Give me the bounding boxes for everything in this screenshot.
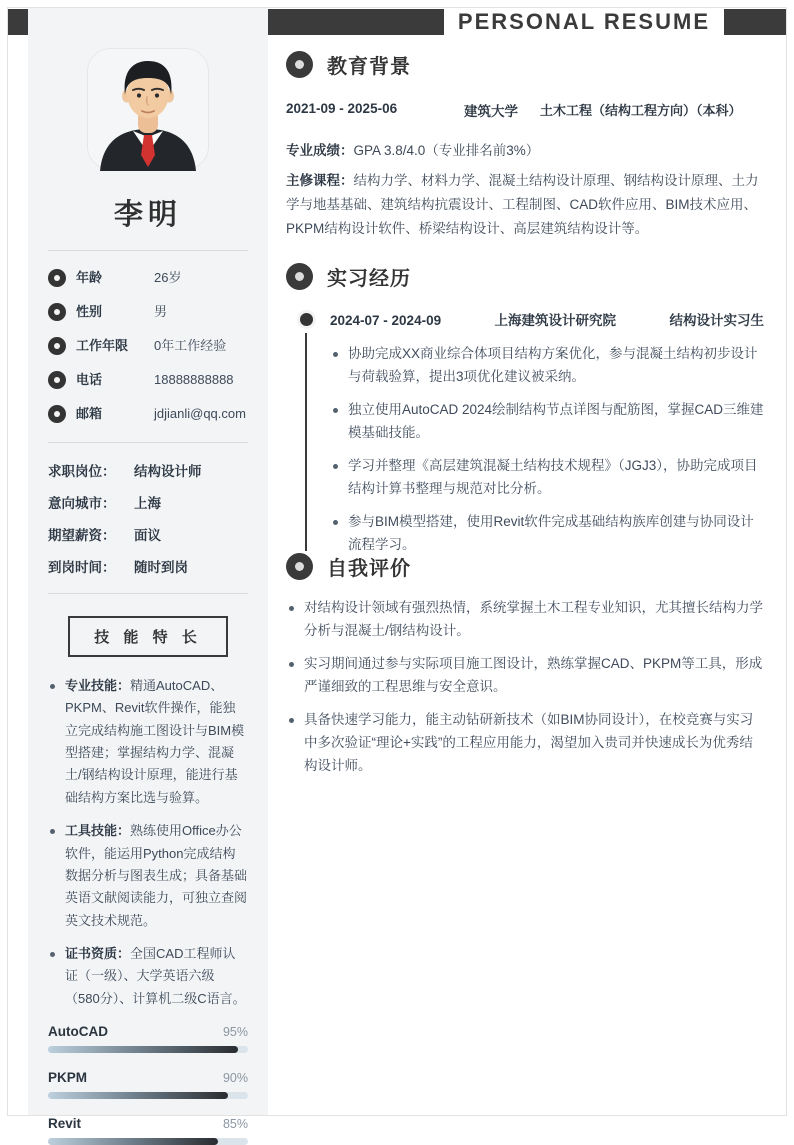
skill-item-label: 证书资质： bbox=[65, 945, 131, 961]
skill-bar-name: AutoCAD bbox=[48, 1024, 108, 1040]
info-row-age bbox=[48, 268, 248, 289]
divider bbox=[48, 250, 248, 251]
intent-row-availability bbox=[48, 556, 248, 576]
education-row bbox=[286, 101, 766, 123]
education-school: 建筑大学 bbox=[464, 104, 518, 119]
education-courses bbox=[286, 169, 766, 242]
education-major: 土木工程（结构工程方向）（本科） bbox=[540, 103, 742, 118]
skill-bar-autocad bbox=[48, 1024, 248, 1053]
divider bbox=[48, 442, 248, 443]
intent-label: 意向城市： bbox=[48, 496, 116, 511]
info-value: 男 bbox=[154, 304, 168, 319]
info-label: 年龄 bbox=[76, 270, 103, 285]
gpa-value: GPA 3.8/4.0（专业排名前3%） bbox=[353, 142, 540, 158]
evaluation-bullet: 对结构设计领域有强烈热情，系统掌握土木工程专业知识，尤其擅长结构力学分析与混凝土/钢结构设计。 bbox=[286, 597, 766, 643]
skill-item-text: 精通AutoCAD、PKPM、Revit软件操作，能独立完成结构施工图设计与BIM模型搭建；掌握结构力学、混凝土/钢结构设计原理，能进行基础结构方案比选与验算。 bbox=[65, 678, 245, 805]
section-internship bbox=[286, 262, 766, 567]
info-label: 邮箱 bbox=[76, 406, 103, 421]
section-education bbox=[286, 50, 766, 242]
skill-bar-name: Revit bbox=[48, 1116, 82, 1132]
intent-row-salary bbox=[48, 524, 248, 544]
bullet-circle-icon bbox=[48, 337, 66, 355]
evaluation-header bbox=[286, 552, 766, 581]
internship-role: 结构设计实习生 bbox=[669, 313, 764, 328]
section-bullet-icon bbox=[286, 51, 313, 78]
timeline-dot-icon bbox=[300, 313, 313, 326]
skill-item-text: 全国CAD工程师认证（一级）、大学英语六级（580分）、计算机二级C语言。 bbox=[65, 945, 246, 1006]
education-period: 2021-09 - 2025-06 bbox=[286, 101, 398, 116]
education-gpa bbox=[286, 139, 766, 163]
internship-period: 2024-07 - 2024-09 bbox=[330, 313, 442, 328]
section-title: 自我评价 bbox=[327, 558, 411, 580]
info-value: jdjianli@qq.com bbox=[154, 406, 246, 421]
internship-bullet: 参与BIM模型搭建，使用Revit软件完成基础结构族库创建与协同设计流程学习。 bbox=[330, 511, 766, 557]
skill-bar-pkpm bbox=[48, 1070, 248, 1099]
info-value: 26岁 bbox=[154, 270, 182, 285]
skill-bar-fill bbox=[48, 1092, 228, 1099]
evaluation-bullet: 实习期间通过参与实际项目施工图设计，熟练掌握CAD、PKPM等工具，形成严谨细致的工程思维与安全意识。 bbox=[286, 653, 766, 699]
section-bullet-icon bbox=[286, 553, 313, 580]
section-title: 教育背景 bbox=[327, 56, 411, 78]
internship-bullet: 学习并整理《高层建筑混凝土结构技术规程》（JGJ3），协助完成项目结构计算书整理与规范对比分析。 bbox=[330, 455, 766, 501]
skills-section-box bbox=[68, 616, 228, 657]
person-name: 李明 bbox=[113, 199, 182, 231]
info-row-email bbox=[48, 404, 248, 425]
avatar-illustration bbox=[88, 49, 208, 169]
header-bar-right bbox=[724, 9, 786, 35]
info-label: 电话 bbox=[76, 372, 103, 387]
skills-section-title: 技 能 特 长 bbox=[94, 629, 202, 646]
intent-row-city bbox=[48, 492, 248, 512]
internship-header bbox=[286, 262, 766, 291]
skill-bars bbox=[48, 1024, 248, 1145]
internship-bullet: 独立使用AutoCAD 2024绘制结构节点详图与配筋图，掌握CAD三维建模基础技能。 bbox=[330, 399, 766, 445]
info-label: 工作年限 bbox=[76, 338, 129, 353]
skill-item-text: 熟练使用Office办公软件，能运用Python完成结构数据分析与图表生成；具备基础英语文献阅读能力，可独立查阅英文技术规范。 bbox=[65, 823, 248, 928]
bullet-circle-icon bbox=[48, 303, 66, 321]
job-intent-list bbox=[48, 460, 248, 576]
courses-text: 结构力学、材料力学、混凝土结构设计原理、钢结构设计原理、土力学与地基基础、建筑结构抗震设计、工程制图、CAD软件应用、BIM技术应用、PKPM结构设计软件、桥梁结构设计、高层建筑结构设计等。 bbox=[286, 172, 759, 237]
section-evaluation bbox=[286, 552, 766, 788]
skill-bar-percent: 95% bbox=[222, 1025, 248, 1040]
skill-bar-track bbox=[48, 1046, 248, 1053]
skill-bar-track bbox=[48, 1138, 248, 1145]
info-row-gender bbox=[48, 302, 248, 323]
evaluation-bullet-list bbox=[286, 597, 766, 778]
info-value: 18888888888 bbox=[154, 372, 234, 387]
skill-item-label: 工具技能： bbox=[65, 823, 131, 839]
internship-title-row bbox=[330, 309, 766, 329]
internship-bullet: 协助完成XX商业综合体项目结构方案优化，参与混凝土结构初步设计与荷载验算，提出3项优化建议被采纳。 bbox=[330, 343, 766, 389]
education-header bbox=[286, 50, 766, 79]
intent-label: 到岗时间： bbox=[48, 560, 116, 575]
intent-label: 期望薪资： bbox=[48, 528, 116, 543]
skill-item bbox=[48, 820, 248, 932]
intent-label: 求职岗位： bbox=[48, 464, 116, 479]
skill-bar-percent: 90% bbox=[222, 1071, 248, 1086]
section-title: 实习经历 bbox=[327, 268, 411, 290]
sidebar bbox=[28, 8, 268, 1132]
courses-label: 主修课程： bbox=[286, 172, 354, 188]
bullet-circle-icon bbox=[48, 269, 66, 287]
skill-bar-fill bbox=[48, 1138, 218, 1145]
skill-item bbox=[48, 943, 248, 1010]
info-row-phone bbox=[48, 370, 248, 391]
intent-value: 上海 bbox=[134, 496, 161, 511]
divider bbox=[48, 593, 248, 594]
skill-bar-fill bbox=[48, 1046, 238, 1053]
header-title: PERSONAL RESUME bbox=[457, 8, 710, 34]
intent-value: 结构设计师 bbox=[134, 464, 202, 479]
skill-items-list bbox=[48, 675, 248, 1010]
skill-bar-name: PKPM bbox=[48, 1070, 88, 1086]
skill-bar-revit bbox=[48, 1116, 248, 1145]
avatar bbox=[87, 48, 209, 170]
info-label: 性别 bbox=[76, 304, 103, 319]
skill-item-label: 专业技能： bbox=[65, 678, 131, 693]
skill-item bbox=[48, 675, 248, 809]
intent-row-position bbox=[48, 460, 248, 480]
bullet-circle-icon bbox=[48, 405, 66, 423]
internship-timeline bbox=[286, 309, 766, 557]
internship-bullet-list bbox=[330, 343, 766, 557]
personal-info-list bbox=[48, 268, 248, 425]
section-bullet-icon bbox=[286, 263, 313, 290]
bullet-circle-icon bbox=[48, 371, 66, 389]
evaluation-bullet: 具备快速学习能力，能主动钻研新技术（如BIM协同设计），在校竞赛与实习中多次验证“理论+实践”的工程应用能力，渴望加入贵司并快速成长为优秀结构设计师。 bbox=[286, 709, 766, 778]
intent-value: 随时到岗 bbox=[134, 560, 188, 575]
skill-bar-percent: 85% bbox=[222, 1117, 248, 1132]
intent-value: 面议 bbox=[134, 528, 161, 543]
internship-company: 上海建筑设计研究院 bbox=[494, 313, 617, 328]
timeline-line bbox=[305, 333, 307, 551]
gpa-label: 专业成绩： bbox=[286, 142, 354, 158]
info-value: 0年工作经验 bbox=[154, 338, 227, 353]
info-row-experience bbox=[48, 336, 248, 357]
skill-bar-track bbox=[48, 1092, 248, 1099]
